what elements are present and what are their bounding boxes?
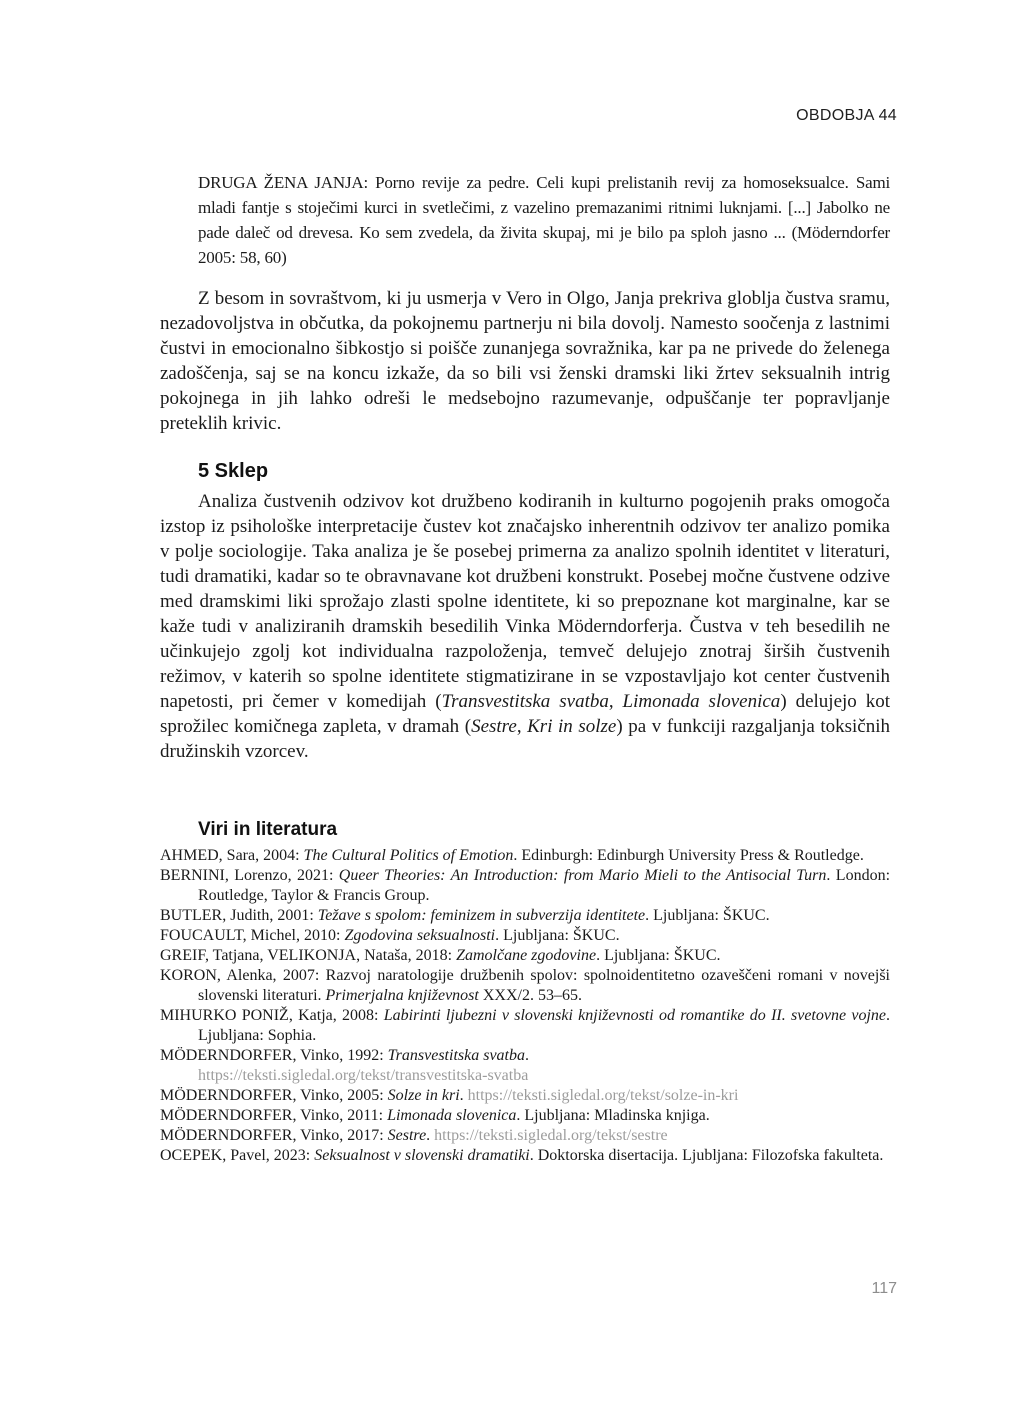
text-run: ) pa v funkciji razgaljanja toksičnih družinskih vzorcev. [160,716,891,762]
reference-entry [160,966,890,1006]
text-run: BUTLER, Judith, 2001: [160,907,318,924]
text-run: . Ljubljana: ŠKUC. [645,907,770,924]
drama-quote: DRUGA ŽENA JANJA: Porno revije za pedre. Celi kupi prelistanih revij za homoseksualce. Sami mladi fantje s stoječimi kurci in svetlečimi, z vazelino premazanimi ritnimi luknjami. [...] Jabolko ne pade daleč od drevesa. Ko sem zvedela, da živita skupaj, mi je bilo pa sploh jasno ... (Möderndorfer 2005: 58, 60) [198,173,890,267]
text-run: MÖDERNDORFER, Vinko, 2017: [160,1127,388,1144]
text-run: . Ljubljana: ŠKUC. [596,947,721,964]
body-paragraph: Z besom in sovraštvom, ki ju usmerja v Vero in Olgo, Janja prekriva globlja čustva sramu, nezadovoljstva in občutka, da pokojnemu partnerju ni bila dovolj. Namesto soočenja z lastnimi čustvi in emocionalno šibkostjo si poišče zunanjega sovražnika, kar pa ne privede do želenega zadoščenja, saj se na koncu izkaže, da so bili vsi ženski dramski liki žrtev seksualnih intrig pokojnega in jih lahko odreši le medsebojno razumevanje, odpuščanje ter popravljanje preteklih krivic. [160,288,890,434]
text-run: . London: Routledge, Taylor & Francis Group. [198,867,891,904]
reference-link[interactable]: https://teksti.sigledal.org/tekst/solze-in-kri [467,1087,739,1104]
text-run: The Cultural Politics of Emotion [303,847,514,864]
text-run: Zgodovina seksualnosti [344,927,496,944]
text-run: XXX/2. 53–65. [478,987,582,1004]
text-run: BERNINI, Lorenzo, 2021: [160,867,339,884]
reference-link[interactable]: https://teksti.sigledal.org/tekst/transvestitska-svatba [198,1067,529,1084]
text-run: Solze in kri [387,1087,460,1104]
text-run: . Ljubljana: Mladinska knjiga. [516,1107,710,1124]
text-run: Limonada slovenica [622,691,781,712]
text-run: Transvestitska svatba [441,691,609,712]
reference-entry [160,1106,890,1126]
text-run: Kri in solze [527,716,617,737]
text-run: Queer Theories: An Introduction: from Mario Mieli to the Antisocial Turn [338,867,827,884]
reference-entry [160,926,890,946]
reference-entry [160,1126,890,1146]
page-number: 117 [871,1280,897,1297]
reference-entry [160,846,890,866]
text-run: . Edinburgh: Edinburgh University Press & Routledge. [513,847,864,864]
text-run: Seksualnost v slovenski dramatiki [314,1147,530,1164]
text-run: Sestre [471,716,517,737]
text-run: . Doktorska disertacija. Ljubljana: Filozofska fakulteta. [529,1147,884,1164]
text-run: Sestre [387,1127,427,1144]
text-run: MÖDERNDORFER, Vinko, 1992: [160,1047,388,1064]
sklep-paragraph [160,489,890,764]
text-run: Težave s spolom: feminizem in subverzija identitete [317,907,646,924]
reference-entry [160,906,890,926]
text-run: . [459,1087,468,1104]
text-run: Limonada slovenica [387,1107,517,1124]
text-run: Primerjalna književnost [325,987,479,1004]
reference-list [160,846,890,1166]
reference-entry [160,1006,890,1046]
text-run: . [426,1127,435,1144]
reference-entry [160,1146,890,1166]
reference-entry [160,1046,890,1086]
text-run: Transvestitska svatba [387,1047,525,1064]
text-run: Labirinti ljubezni v slovenski književnosti od romantike do II. svetovne vojne [383,1007,886,1024]
running-head: OBDOBJA 44 [796,107,897,124]
section-heading-references: Viri in literatura [198,819,338,840]
text-run: . Ljubljana: Sophia. [198,1007,890,1044]
text-run: KORON, Alenka, 2007: Razvoj naratologije družbenih spolov: spolnoidentitetno ozaveščeni romani v novejši slovenski literaturi. [160,967,890,1004]
section-heading-sklep: 5 Sklep [198,460,269,482]
text-run: . [525,1047,529,1064]
text-run: AHMED, Sara, 2004: [160,847,304,864]
reference-entry [160,1086,890,1106]
text-run: Zamolčane zgodovine [456,947,597,964]
text-run: OCEPEK, Pavel, 2023: [160,1147,315,1164]
text-run: MÖDERNDORFER, Vinko, 2011: [160,1107,388,1124]
reference-entry [160,866,890,906]
reference-link[interactable]: https://teksti.sigledal.org/tekst/sestre [434,1127,668,1144]
text-run: , [516,716,528,737]
text-run: , [608,691,623,712]
text-run: MÖDERNDORFER, Vinko, 2005: [160,1087,388,1104]
text-run: MIHURKO PONIŽ, Katja, 2008: [160,1007,384,1024]
text-run: Analiza čustvenih odzivov kot družbeno kodiranih in kulturno pogojenih praks omogoča izstop iz psihološke interpretacije čustev kot značajsko inherentnih odzivov ter analizo pomika v polje sociologije. Taka analiza je še posebej primerna za analizo spolnih identitet v literaturi, tudi dramatiki, kadar so te obravnavane kot družbeni konstrukt. Posebej močne čustvene odzive med dramskimi liki sprožajo zlasti spolne identitete, ki so prepoznane kot marginalne, kar se kaže tudi v analiziranih dramskih besedilih Vinka Möderndorferja. Čustva v teh besedilih ne učinkujejo zgolj kot individualna razpoloženja, temveč delujejo znotraj širših čustvenih režimov, v katerih so spolne identitete stigmatizirane in se vzpostavljajo kot center čustvenih napetosti, pri čemer v komedijah ( [160,491,890,712]
text-run: ) delujejo kot sprožilec komičnega zapleta, v dramah ( [160,691,890,737]
text-run: FOUCAULT, Michel, 2010: [160,927,345,944]
reference-entry [160,946,890,966]
text-run: GREIF, Tatjana, VELIKONJA, Nataša, 2018: [160,947,457,964]
text-run: . Ljubljana: ŠKUC. [495,927,620,944]
